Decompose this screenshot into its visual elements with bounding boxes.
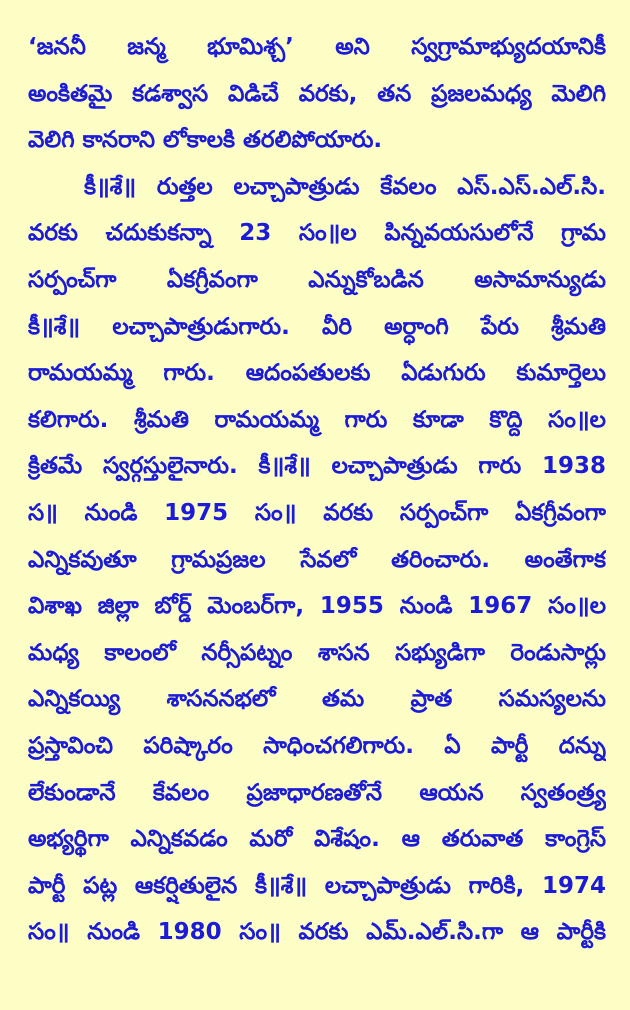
text-line: క్రితమే స్వర్గస్తులైనారు. కీ॥శే॥ లచ్చాపాత్రుడు గారు 1938 <box>28 453 606 480</box>
body-text <box>28 24 606 956</box>
text-line: అంకితమై కడశ్వాస విడిచే వరకు, తన ప్రజలమధ్య మెలిగి <box>28 80 606 107</box>
text-line: అభ్యర్థిగా ఎన్నికవడం మరో విశేషం. ఆ తరువాత కాంగ్రెస్ <box>28 826 606 853</box>
text-line: స॥ నుండి 1975 సం॥ వరకు సర్పంచ్‌గా ఏకగ్రీవంగా <box>28 499 606 526</box>
text-line: కలిగారు. శ్రీమతి రామయమ్మ గారు కూడా కొద్ది సం॥ల <box>28 406 606 433</box>
text-line: కీ॥శే॥ రుత్తల లచ్చాపాత్రుడు కేవలం ఎస్.ఎస్.ఎల్.సి. <box>84 173 606 200</box>
text-line: వెలిగి కానరాని లోకాలకి తరలిపోయారు. <box>28 127 383 154</box>
text-line: కీ॥శే॥ లచ్చాపాత్రుడుగారు. వీరి అర్ధాంగి పేరు శ్రీమతి <box>28 313 606 340</box>
text-line: వరకు చదుకుకన్నా 23 సం॥ల పిన్నవయసులోనే గ్రామ <box>28 220 606 247</box>
text-line: రామయమ్మ గారు. ఆదంపతులకు ఏడుగురు కుమార్తెలు <box>28 360 606 387</box>
text-line: సం॥ నుండి 1980 సం॥ వరకు ఎమ్.ఎల్.సి.గా ఆ పార్టీకి <box>28 919 606 946</box>
text-line: విశాఖ జిల్లా బోర్డ్ మెంబర్‌గా, 1955 నుండి 1967 సం॥ల <box>28 593 606 620</box>
text-line: ఎన్నికవుతూ గ్రామప్రజల సేవలో తరించారు. అంతేగాక <box>28 546 606 573</box>
text-line: ఎన్నికయ్యి శాసననభలో తమ ప్రాత సమస్యలను <box>28 686 606 713</box>
text-line: ప్రస్తావించి పరిష్కారం సాధించగలిగారు. ఏ పార్టీ దన్ను <box>28 732 606 759</box>
text-line: మధ్య కాలంలో నర్సీపట్నం శాసన సభ్యుడిగా రెండుసార్లు <box>28 639 606 666</box>
text-line: లేకుండానే కేవలం ప్రజాధారణతోనే ఆయన స్వతంత్ర్య <box>28 779 606 806</box>
text-line: సర్పంచ్‌గా ఏకగ్రీవంగా ఎన్నుకోబడిన అసామాన్యుడు <box>28 266 606 293</box>
text-line: ‘జననీ జన్మ భూమిశ్చ’ అని స్వగ్రామాభ్యుదయానికీ <box>28 34 606 60</box>
text-line: పార్టీ పట్ల ఆకర్షితులైన కీ॥శే॥ లచ్చాపాత్రుడు గారికి, 1974 <box>28 872 606 899</box>
